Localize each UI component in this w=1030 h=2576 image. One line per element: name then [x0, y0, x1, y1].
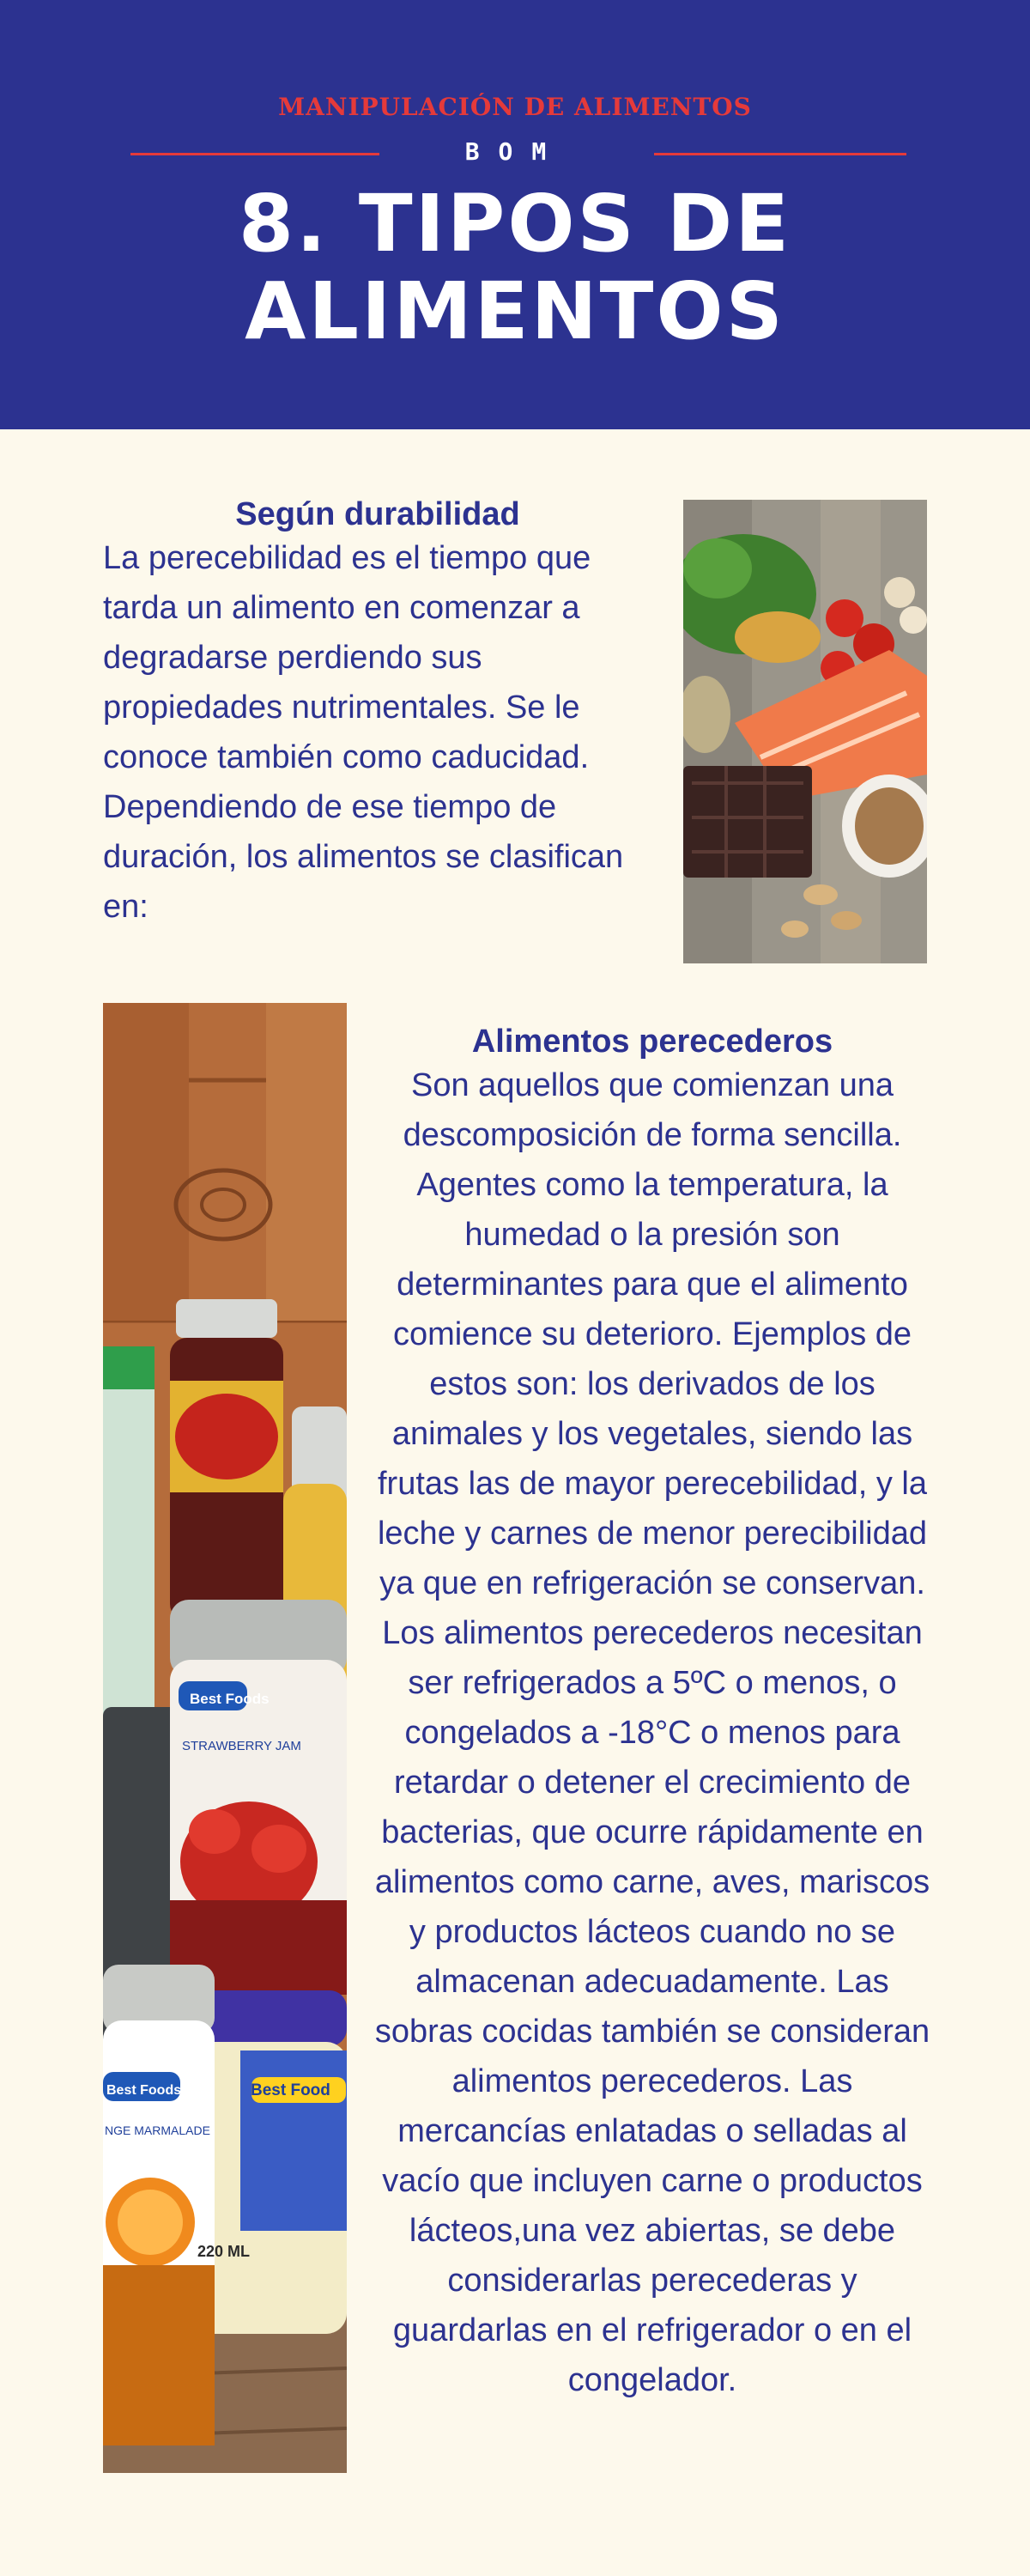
title-line-2: ALIMENTOS	[245, 265, 785, 357]
header-banner	[0, 0, 1030, 429]
marmalade-flavor-label: NGE MARMALADE	[105, 2123, 210, 2137]
preserved-products-illustration	[103, 1003, 347, 2473]
preserved-products-photo	[103, 1003, 347, 2473]
healthy-food-illustration	[683, 500, 927, 963]
section-perishable-heading: Alimentos perecederos	[471, 1024, 833, 1060]
section-perishable	[369, 1024, 936, 2405]
title-line-1: 8. TIPOS DE	[238, 178, 792, 270]
section-perishable-body: Son aquellos que comienzan una descomposición de forma sencilla. Agentes como la temperatura, la humedad o la presión son determinantes para que el alimento comience su deterioro. Ejemplos de estos son: los derivados de los animales y los vegetales, siendo las frutas las de mayor perecebilidad, y la leche y carnes de menor perecibilidad ya que en refrigeración se conservan. Los alimentos perecederos necesitan ser refrigerados a 5ºC o menos, o congelados a -18°C o menos para retardar o detener el crecimiento de bacterias, que ocurre rápidamente en alimentos como carne, aves, mariscos y productos lácteos cuando no se almacenan adecuadamente. Las sobras cocidas también se consideran alimentos perecederos. Las mercancías enlatadas o selladas al vacío que incluyen carne o productos lácteos,una vez abiertas, se debe considerarlas perecederas y guardarlas en el refrigerador o en el congelador.	[374, 1067, 930, 2398]
marmalade-brand-label: Best Foods	[106, 2083, 182, 2098]
section-durability	[103, 496, 652, 932]
dressing-volume-label: 220 ML	[197, 2243, 251, 2260]
jam-flavor-label: STRAWBERRY JAM	[182, 1739, 301, 1753]
kicker-text: MANIPULACIÓN DE ALIMENTOS	[278, 93, 752, 121]
section-durability-body: La perecebilidad es el tiempo que tarda un alimento en comenzar a degradarse perdiendo sus propiedades nutrimentales. Se le conoce también como caducidad. Dependiendo de ese tiempo de duración, los alimentos se clasifican en:	[103, 540, 624, 925]
brand-divider-right	[654, 153, 906, 155]
healthy-food-photo	[683, 500, 927, 963]
dressing-brand-label: Best Food	[251, 2081, 330, 2099]
section-durability-heading: Según durabilidad	[235, 496, 520, 532]
brand-text: BOM	[464, 137, 566, 166]
page-title	[0, 180, 1030, 355]
jam-brand-label: Best Foods	[190, 1691, 270, 1707]
